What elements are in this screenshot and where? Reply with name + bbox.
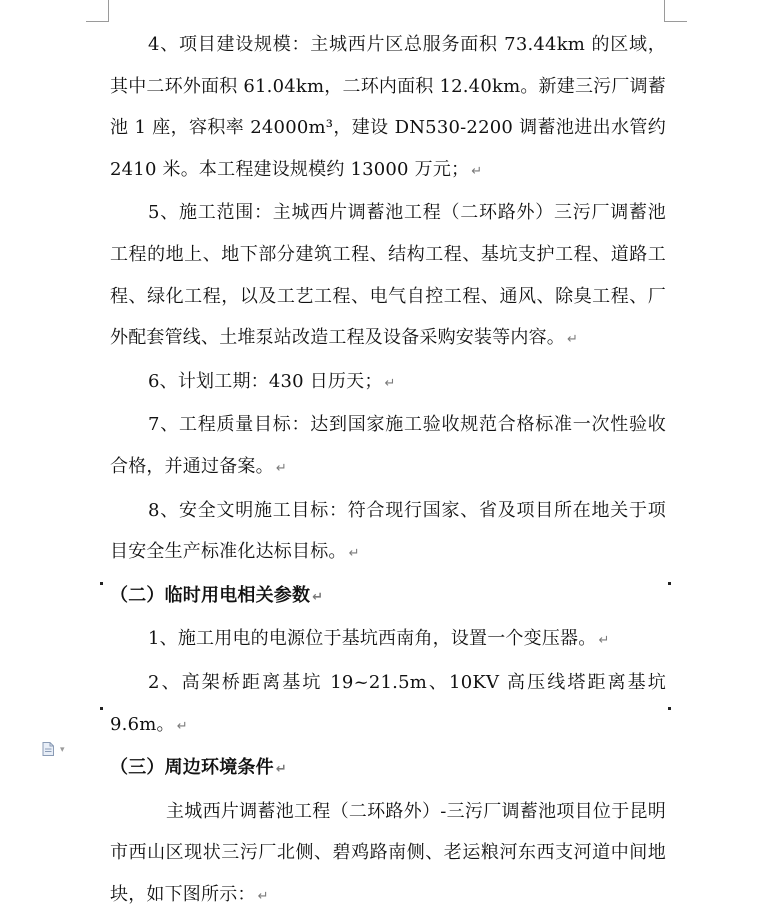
paragraph-mark: ↵ xyxy=(257,888,269,904)
crop-mark-top-left-v xyxy=(108,0,109,22)
document-icon[interactable] xyxy=(42,742,54,756)
heading-bullet-left xyxy=(100,582,103,585)
heading-bullet-right xyxy=(668,707,671,710)
paragraph-mark: ↵ xyxy=(275,460,287,476)
paragraph-mark: ↵ xyxy=(348,546,360,562)
heading-section-2: （二）临时用电相关参数 ↵ xyxy=(110,584,324,606)
paragraph-4: 4、项目建设规模：主城西片区总服务面积 73.44km 的区域，其中二环外面积 61.04km，二环内面积 12.40km。新建三污厂调蓄池 1 座，容积率 24000m³，建设 DN530-2200 调蓄池进出水管约 2410 米。本工程建设规模约 13000 万元； ↵ xyxy=(110,34,666,180)
document-page xyxy=(110,24,666,917)
crop-mark-top-left-h xyxy=(86,21,108,22)
paragraph-7: 7、工程质量目标：达到国家施工验收规范合格标准一次性验收合格，并通过备案。 ↵ xyxy=(110,414,666,477)
paragraph-6: 6、计划工期：430 日历天； ↵ xyxy=(148,370,396,392)
paragraph-mark: ↵ xyxy=(176,718,188,734)
heading-section-3: （三）周边环境条件 ↵ xyxy=(110,757,287,779)
paragraph-power-2: 2、高架桥距离基坑 19~21.5m、10KV 高压线塔距离基坑 9.6m。 ↵ xyxy=(110,671,666,735)
crop-mark-top-right-h xyxy=(665,21,687,22)
crop-mark-top-right-v xyxy=(664,0,665,22)
paragraph-power-1: 1、施工用电的电源位于基坑西南角，设置一个变压器。 ↵ xyxy=(148,628,610,650)
chevron-down-icon[interactable]: ▾ xyxy=(60,745,65,755)
heading-bullet-right xyxy=(668,582,671,585)
paragraph-8: 8、安全文明施工目标：符合现行国家、省及项目所在地关于项目安全生产标准化达标目标。 ↵ xyxy=(110,499,666,563)
paragraph-environment: 主城西片调蓄池工程（二环路外）-三污厂调蓄池项目位于昆明市西山区现状三污厂北侧、碧鸡路南侧、老运粮河东西支河道中间地块，如下图所示： ↵ xyxy=(110,800,666,905)
paragraph-mark: ↵ xyxy=(471,163,483,179)
paragraph-5: 5、施工范围：主城西片调蓄池工程（二环路外）三污厂调蓄池工程的地上、地下部分建筑工程、结构工程、基坑支护工程、道路工程、绿化工程，以及工艺工程、电气自控工程、通风、除臭工程、厂外配套管线、土堆泵站改造工程及设备采购安装等内容。 ↵ xyxy=(110,202,666,349)
heading-bullet-left xyxy=(100,707,103,710)
paragraph-mark: ↵ xyxy=(598,633,610,649)
paragraph-mark: ↵ xyxy=(567,332,579,348)
paragraph-mark: ↵ xyxy=(384,375,396,391)
paragraph-mark: ↵ xyxy=(312,589,324,605)
paragraph-mark: ↵ xyxy=(275,762,287,778)
